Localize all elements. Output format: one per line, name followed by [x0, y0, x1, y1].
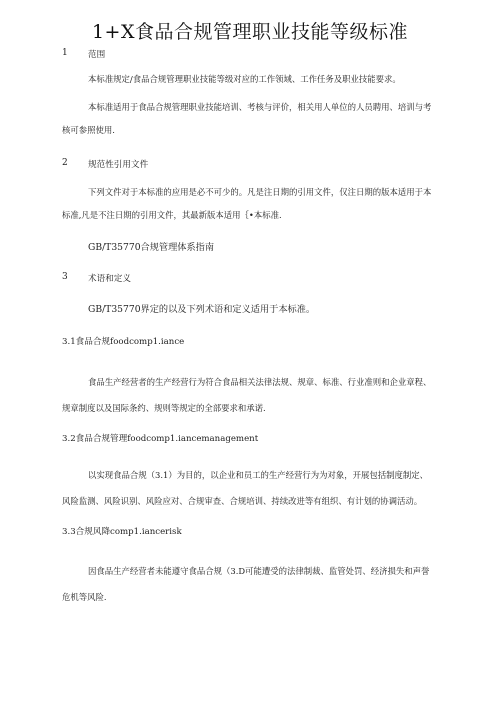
- section-3-number: 3: [62, 272, 68, 282]
- section-1-paragraph-2-line-1: 本标准适用于食品合规管理职业技能培训、考核与评价，相关用人单位的人员聘用、培训与考: [88, 102, 432, 112]
- reference-document: GB/T35770合规管理体系指南: [88, 242, 215, 253]
- term-3-2-definition-line-2: 风险监测、风险识别、风险应对、合规审查、合规培训、持续改进等有组织、有计划的协调活动。: [62, 496, 423, 506]
- section-1-paragraph-2-line-2: 核可参照使用.: [62, 125, 115, 135]
- term-3-2-heading: 3.2食品合规管理foodcomp1.iancemanagement: [62, 434, 259, 444]
- term-3-3-heading: 3.3合规风降comp1.iancerisk: [62, 527, 182, 537]
- term-3-2-definition-line-1: 以实现食品合规（3.1）为目的，以企业和员工的生产经营行为为对象，开展包括制度制定、: [88, 470, 428, 480]
- section-1-number: 1: [62, 48, 68, 58]
- term-3-1-definition-line-1: 食品生产经营者的生产经营行为符合食品相关法律法规、规章、标准、行业准则和企业章程、: [88, 377, 432, 387]
- term-3-3-definition-line-2: 危机等风险.: [62, 592, 107, 602]
- section-2-number: 2: [62, 158, 68, 168]
- term-3-1-heading: 3.1食品合规foodcomp1.iance: [62, 337, 185, 347]
- section-2-heading: 规范性引用文件: [88, 160, 149, 170]
- section-2-paragraph-line-1: 下列文件对于本标准的应用是必不可少的。凡是注日期的引用文件，仅注日期的版本适用于本: [88, 187, 432, 197]
- section-1-heading: 范围: [88, 50, 106, 60]
- section-2-paragraph-line-2: 标准,凡是不注日期的引用文件，其最新版本适用｛•本标准.: [62, 210, 282, 220]
- document-title: 1+X食品合规管理职业技能等级标准: [91, 21, 409, 43]
- term-3-3-definition-line-1: 因食品生产经营者未能遵守食品合规（3.D可能遭受的法律制裁、监管处罚、经济损失和声誉: [88, 566, 430, 576]
- section-3-intro: GB/T35770界定的以及下列术语和定义适用于本标准。: [88, 304, 316, 315]
- term-3-1-definition-line-2: 规章制度以及国际条约、规则等规定的全部要求和承诺.: [62, 403, 266, 413]
- section-1-paragraph-1: 本标准规定/食品合规管理职业技能等级对应的工作领域、工作任务及职业技能要求。: [88, 74, 401, 84]
- section-3-heading: 术语和定义: [88, 274, 131, 284]
